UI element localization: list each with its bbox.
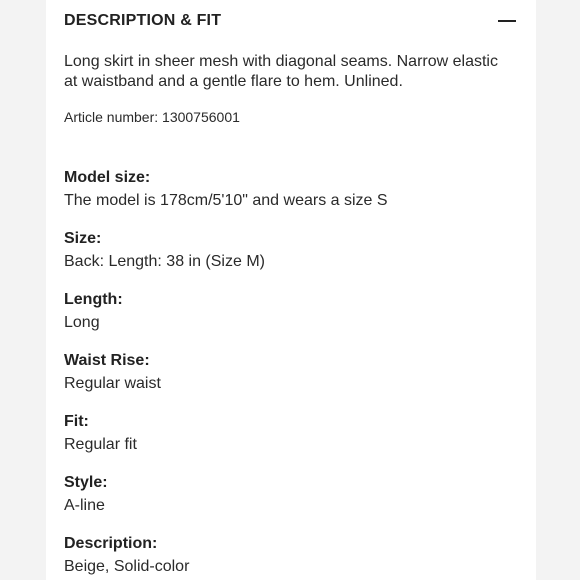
product-description: Long skirt in sheer mesh with diagonal seams. Narrow elastic at waistband and a gentle flare to hem. Unlined. [64,53,498,90]
attribute-length [64,290,524,351]
description-fit-section [64,0,524,580]
attribute-description [64,534,524,580]
minus-icon[interactable] [498,20,516,22]
attribute-size [64,229,524,290]
attribute-value: The model is 178cm/5'10" and wears a size S [64,192,388,209]
attribute-label: Length: [64,291,123,308]
attribute-value: Back: Length: 38 in (Size M) [64,253,265,270]
attribute-label: Size: [64,230,102,247]
attribute-label: Description: [64,535,158,552]
section-title: DESCRIPTION & FIT [64,12,222,29]
attribute-label: Style: [64,474,108,491]
attribute-list [64,168,524,580]
attribute-model-size [64,168,524,229]
attribute-value: Long [64,314,100,331]
attribute-value: Regular fit [64,436,137,453]
attribute-style [64,473,524,534]
accordion-header[interactable] [64,0,524,42]
attribute-value: A-line [64,497,105,514]
attribute-label: Model size: [64,169,151,186]
attribute-value: Regular waist [64,375,161,392]
article-number: Article number: 1300756001 [64,109,240,125]
attribute-waist-rise [64,351,524,412]
attribute-fit [64,412,524,473]
attribute-label: Waist Rise: [64,352,150,369]
attribute-value: Beige, Solid-color [64,558,190,575]
attribute-label: Fit: [64,413,89,430]
